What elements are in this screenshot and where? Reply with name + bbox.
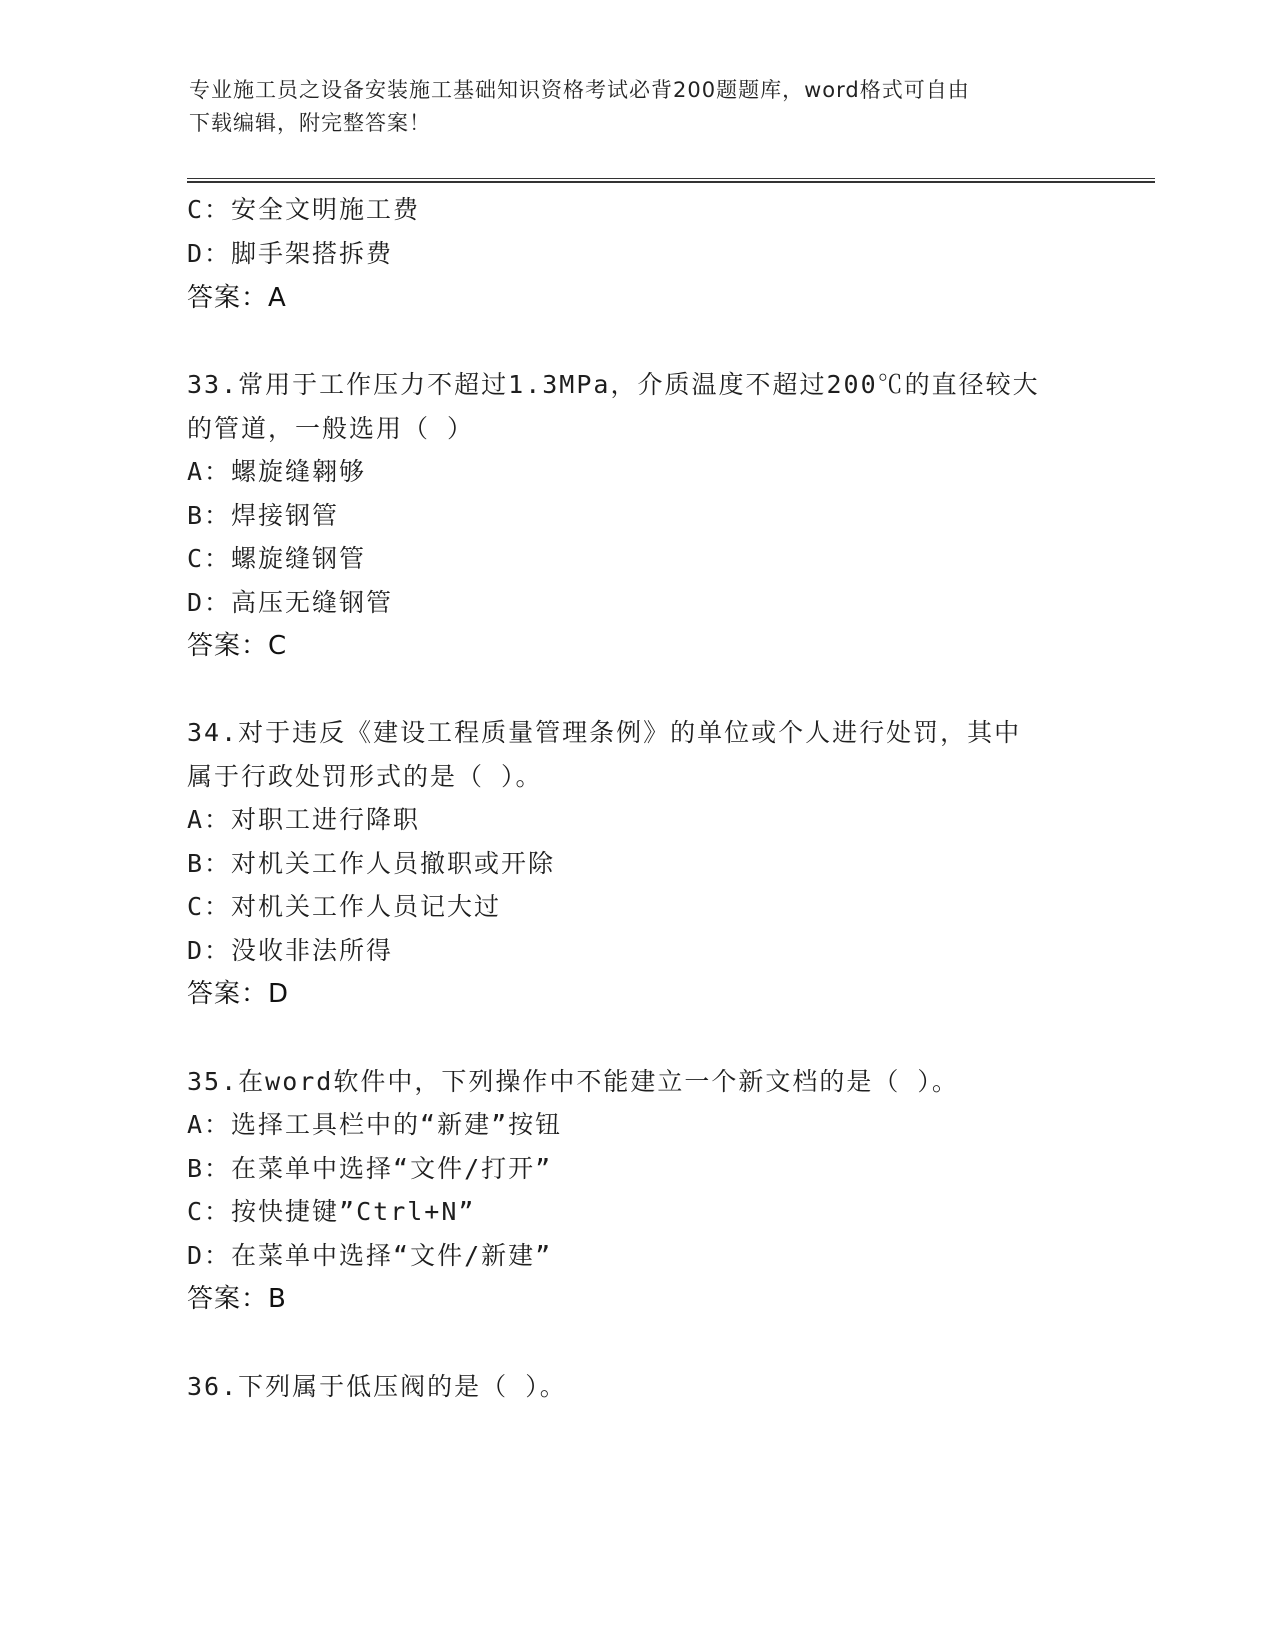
q34-option-b: B：对机关工作人员撤职或开除 bbox=[187, 849, 556, 878]
q34-option-c: C：对机关工作人员记大过 bbox=[187, 892, 502, 921]
header-divider-thick bbox=[187, 181, 1155, 183]
q33-option-a: A：螺旋缝翱够 bbox=[187, 457, 367, 486]
q35-answer: 答案：B bbox=[187, 1284, 287, 1314]
q33-option-d: D：高压无缝钢管 bbox=[187, 588, 394, 617]
q34-option-a: A：对职工进行降职 bbox=[187, 805, 421, 834]
q35-option-d: D：在菜单中选择“文件/新建” bbox=[187, 1241, 553, 1270]
q35-option-b: B：在菜单中选择“文件/打开” bbox=[187, 1154, 553, 1183]
header-line-2: 下载编辑，附完整答案！ bbox=[189, 111, 431, 135]
q34-option-d: D：没收非法所得 bbox=[187, 936, 394, 965]
q34-stem-line-1: 34.对于违反《建设工程质量管理条例》的单位或个人进行处罚，其中 bbox=[187, 718, 1022, 747]
q32-option-d: D：脚手架搭拆费 bbox=[187, 239, 394, 268]
q32-answer: 答案：A bbox=[187, 283, 287, 313]
q33-stem-line-1: 33.常用于工作压力不超过1.3MPa，介质温度不超过200℃的直径较大 bbox=[187, 370, 1040, 399]
q34-answer: 答案：D bbox=[187, 979, 290, 1009]
q35-option-a: A：选择工具栏中的“新建”按钮 bbox=[187, 1110, 563, 1139]
q33-option-c: C：螺旋缝钢管 bbox=[187, 544, 367, 573]
document-header bbox=[189, 74, 1089, 140]
q36-stem-line-1: 36.下列属于低压阀的是（ ）。 bbox=[187, 1372, 567, 1401]
q34-stem-line-2: 属于行政处罚形式的是（ ）。 bbox=[187, 762, 543, 791]
header-divider-thin bbox=[187, 178, 1155, 179]
q33-stem-line-2: 的管道，一般选用（ ） bbox=[187, 414, 475, 443]
header-line-1: 专业施工员之设备安装施工基础知识资格考试必背200题题库，word格式可自由 bbox=[189, 78, 970, 102]
q32-option-c: C：安全文明施工费 bbox=[187, 195, 421, 224]
q33-option-b: B：焊接钢管 bbox=[187, 501, 340, 530]
q35-option-c: C：按快捷键”Ctrl+N” bbox=[187, 1197, 476, 1226]
q35-stem-line-1: 35.在word软件中，下列操作中不能建立一个新文档的是（ ）。 bbox=[187, 1067, 959, 1096]
q33-answer: 答案：C bbox=[187, 631, 288, 661]
